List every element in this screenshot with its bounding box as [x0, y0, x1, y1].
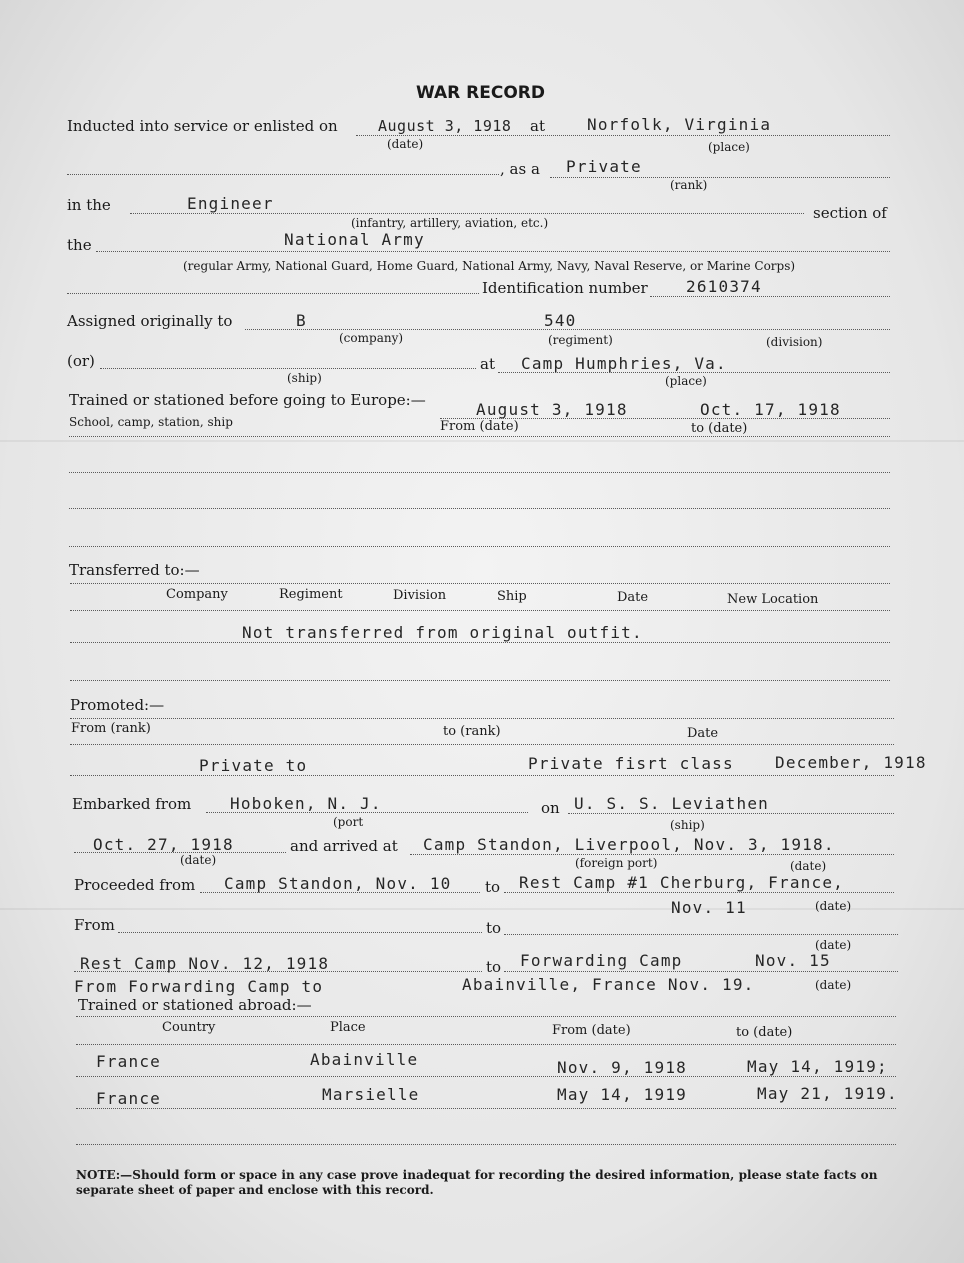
- from-to-line: [504, 934, 898, 935]
- note-line-2: separate sheet of paper and enclose with this record.: [76, 1183, 434, 1197]
- promotion-to-rank: Private fisrt class: [528, 754, 734, 773]
- division-caption: (division): [766, 335, 823, 349]
- promotion-line: [70, 775, 894, 776]
- induction-date: August 3, 1918: [378, 117, 512, 135]
- blank-line: [67, 174, 499, 175]
- blank-line: [69, 436, 890, 437]
- blank-line: [69, 546, 890, 547]
- promotion-date-caption: Date: [687, 726, 719, 741]
- transfer-col-division: Division: [393, 588, 447, 603]
- ship-caption: (ship): [287, 371, 322, 385]
- rank-value: Private: [566, 157, 642, 176]
- abroad-header-line: [76, 1016, 896, 1017]
- assigned-label: Assigned originally to: [67, 312, 233, 330]
- abroad-line: [76, 1144, 896, 1145]
- transfer-col-ship: Ship: [497, 589, 527, 604]
- at-label: at: [480, 355, 495, 373]
- place-caption: (place): [665, 374, 707, 388]
- promotion-from-rank: Private to: [199, 756, 308, 775]
- note-line-1: NOTE:—Should form or space in any case prove inadequat for recording the desired information, please state facts on: [76, 1168, 878, 1182]
- proceeded-to: Rest Camp #1 Cherburg, France,: [519, 873, 844, 892]
- embark-ship-line: [568, 813, 894, 814]
- trained-from-date: August 3, 1918: [476, 400, 628, 419]
- from-label: From: [74, 916, 115, 934]
- port-caption: (port: [333, 815, 364, 829]
- abroad-row-2-place: Marsielle: [322, 1085, 420, 1104]
- identification-line: [650, 296, 890, 297]
- foreign-port-caption: (foreign port): [575, 856, 658, 870]
- abroad-row-1-to: May 14, 1919;: [747, 1057, 888, 1076]
- identification-label: Identification number: [482, 279, 648, 297]
- promoted-header-line: [70, 718, 894, 719]
- embark-date: Oct. 27, 1918: [93, 835, 234, 854]
- from-rank-caption: From (rank): [71, 721, 151, 736]
- transfer-col-regiment: Regiment: [279, 587, 343, 602]
- forwarding-to: Abainville, France Nov. 19.: [462, 975, 755, 994]
- from-line: [118, 932, 482, 933]
- rest-camp-date: Nov. 15: [755, 951, 831, 970]
- ship-caption: (ship): [670, 818, 705, 832]
- on-word: on: [541, 799, 560, 817]
- as-a-label: , as a: [500, 160, 540, 178]
- promoted-label: Promoted:—: [70, 696, 165, 714]
- company-caption: (company): [339, 331, 404, 345]
- transfer-col-new-location: New Location: [727, 592, 819, 607]
- abroad-line: [76, 1076, 896, 1077]
- abroad-row-1-country: France: [96, 1052, 161, 1071]
- forwarding-date-caption: (date): [815, 978, 852, 992]
- branch-value: Engineer: [187, 194, 274, 213]
- from-date-caption: From (date): [440, 419, 519, 434]
- induction-place: Norfolk, Virginia: [587, 115, 772, 134]
- forwarding-from: From Forwarding Camp to: [74, 977, 324, 996]
- service-value: National Army: [284, 230, 425, 249]
- form-title: WAR RECORD: [416, 83, 545, 103]
- embark-ship: U. S. S. Leviathen: [574, 794, 769, 813]
- rest-camp-to-line: [504, 971, 898, 972]
- abroad-col-to: to (date): [736, 1025, 793, 1040]
- embark-port: Hoboken, N. J.: [230, 794, 382, 813]
- service-line: [96, 251, 890, 252]
- branch-caption: (infantry, artillery, aviation, etc.): [351, 216, 549, 230]
- section-of-label: section of: [813, 204, 887, 222]
- date-caption: (date): [387, 137, 424, 151]
- transfer-col-date: Date: [617, 590, 649, 605]
- company-value: B: [296, 311, 307, 330]
- arrival-location: Camp Standon, Liverpool, Nov. 3, 1918.: [423, 835, 835, 854]
- trained-abroad-label: Trained or stationed abroad:—: [78, 996, 312, 1014]
- transfer-line: [70, 642, 890, 643]
- abroad-row-1-place: Abainville: [310, 1050, 419, 1069]
- or-label: (or): [67, 352, 95, 370]
- rest-camp-to-word: to: [486, 958, 502, 976]
- blank-line: [69, 508, 890, 509]
- regiment-value: 540: [544, 311, 577, 330]
- abroad-col-from: From (date): [552, 1023, 631, 1038]
- promotion-line: [70, 744, 894, 745]
- from-to-word: to: [486, 919, 502, 937]
- ship-line: [100, 368, 476, 369]
- arrived-label: and arrived at: [290, 837, 398, 855]
- abroad-row-1-from: Nov. 9, 1918: [557, 1058, 687, 1077]
- rank-caption: (rank): [670, 178, 708, 192]
- in-the-label: in the: [67, 196, 111, 214]
- place-caption: (place): [708, 140, 750, 154]
- abroad-row-2-from: May 14, 1919: [557, 1085, 687, 1104]
- abroad-row-2-to: May 21, 1919.: [757, 1084, 898, 1103]
- inducted-label: Inducted into service or enlisted on: [67, 117, 338, 135]
- the-label: the: [67, 236, 92, 254]
- to-date-caption: to (date): [691, 421, 748, 436]
- transfer-col-company: Company: [166, 587, 228, 602]
- abroad-col-country: Country: [162, 1020, 216, 1035]
- rest-camp-from: Rest Camp Nov. 12, 1918: [80, 954, 330, 973]
- proceeded-label: Proceeded from: [74, 876, 196, 894]
- transfer-line: [70, 610, 890, 611]
- arrival-line: [410, 854, 894, 855]
- to-rank-caption: to (rank): [443, 724, 501, 739]
- embark-port-line: [206, 812, 528, 813]
- blank-line: [69, 472, 890, 473]
- proceeded-date-caption: (date): [815, 899, 852, 913]
- rest-camp-line: [74, 971, 482, 972]
- trained-before-label: Trained or stationed before going to Europe:—: [69, 391, 426, 409]
- regiment-caption: (regiment): [548, 333, 613, 347]
- proceeded-date: Nov. 11: [671, 898, 747, 917]
- abroad-row-2-country: France: [96, 1089, 161, 1108]
- trained-to-date: Oct. 17, 1918: [700, 400, 841, 419]
- camp-place: Camp Humphries, Va.: [521, 354, 727, 373]
- abroad-col-place: Place: [330, 1020, 366, 1035]
- at-word: at: [530, 117, 545, 135]
- trained-sublabel: School, camp, station, ship: [69, 415, 233, 429]
- transferred-header-line: [70, 583, 890, 584]
- transfer-entry: Not transferred from original outfit.: [242, 623, 643, 642]
- branch-line: [130, 213, 804, 214]
- transfer-line: [70, 680, 890, 681]
- arrival-date-caption: (date): [790, 859, 827, 873]
- identification-number: 2610374: [686, 277, 762, 296]
- induction-line: [356, 135, 890, 136]
- embarked-label: Embarked from: [72, 795, 192, 813]
- assigned-line: [245, 329, 890, 330]
- from-date-caption: (date): [815, 938, 852, 952]
- embark-date-caption: (date): [180, 853, 217, 867]
- service-caption: (regular Army, National Guard, Home Guard, National Army, Navy, Naval Reserve, or Marine Corps): [183, 259, 796, 273]
- abroad-line: [76, 1108, 896, 1109]
- place-line: [498, 372, 890, 373]
- transferred-label: Transferred to:—: [69, 561, 200, 579]
- promotion-date: December, 1918: [775, 753, 927, 772]
- rank-line: [550, 177, 890, 178]
- blank-line: [67, 293, 479, 294]
- rest-camp-to: Forwarding Camp: [520, 951, 683, 970]
- proceeded-from: Camp Standon, Nov. 10: [224, 874, 452, 893]
- proceeded-line: [200, 892, 480, 893]
- proceeded-to-word: to: [485, 878, 501, 896]
- proceeded-to-line: [504, 892, 894, 893]
- abroad-line: [76, 1044, 896, 1045]
